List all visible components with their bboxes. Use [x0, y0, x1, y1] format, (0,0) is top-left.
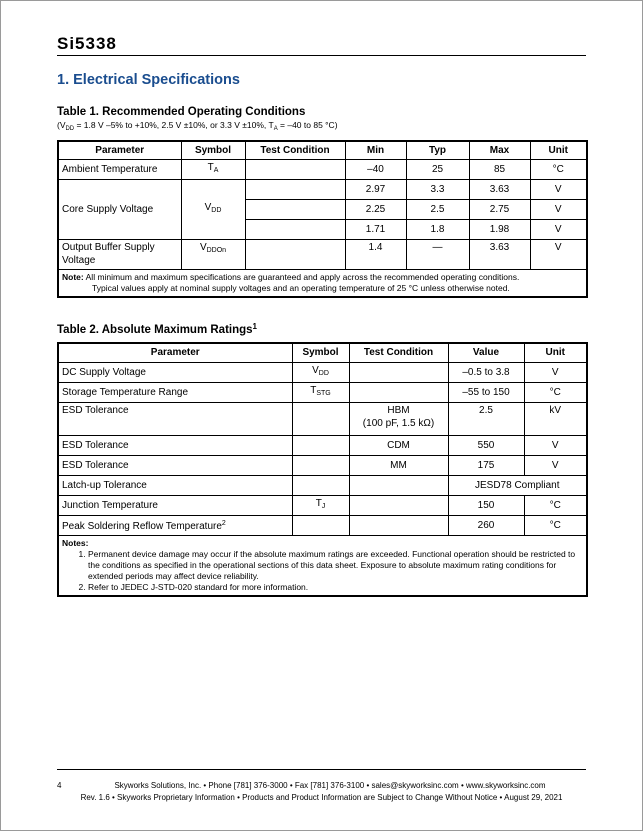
parameter-cell: Junction Temperature: [58, 495, 292, 515]
note-item: 1. Permanent device damage may occur if the absolute maximum ratings are exceeded. Functional operation should be restricted to the conditions as specified in the operational sections of this data sheet. Exposure to absolute maximum rating conditions for extended periods may affect device reliability.: [88, 549, 583, 582]
parameter-cell: Storage Temperature Range: [58, 382, 292, 402]
symbol-cell: $V_{DDOn}$: [181, 239, 245, 269]
table1-note: Note: All minimum and maximum specifications are guaranteed and apply across the recommended operating conditions. Typical values apply at nominal supply voltages and an operating temperature of 25 °C unless otherwise noted.: [58, 269, 587, 297]
typ-cell: 25: [406, 159, 469, 179]
symbol-cell: [292, 455, 349, 475]
condition-cell: [349, 475, 448, 495]
condition-cell: [245, 159, 345, 179]
unit-cell: °C: [524, 515, 587, 535]
table2-caption: Table 2. Absolute Maximum Ratings$^1$: [57, 322, 258, 336]
column-header: Max: [469, 141, 530, 159]
value-cell: 550: [448, 435, 524, 455]
symbol-cell: $T_A$: [181, 159, 245, 179]
column-header: Typ: [406, 141, 469, 159]
parameter-cell: ESD Tolerance: [58, 455, 292, 475]
table-row: [58, 402, 587, 435]
column-header: Parameter: [58, 343, 292, 362]
parameter-cell: ESD Tolerance: [58, 402, 292, 435]
min-cell: 2.97: [345, 179, 406, 199]
parameter-cell: Latch-up Tolerance: [58, 475, 292, 495]
symbol-cell: $V_{DD}$: [181, 179, 245, 239]
column-header: Test Condition: [349, 343, 448, 362]
value-cell: –55 to 150: [448, 382, 524, 402]
condition-cell: [349, 515, 448, 535]
condition-cell: [349, 382, 448, 402]
typ-cell: —: [406, 239, 469, 269]
table1-recommended-operating-conditions: [57, 140, 588, 298]
max-cell: 3.63: [469, 239, 530, 269]
unit-cell: kV: [524, 402, 587, 435]
value-cell: 260: [448, 515, 524, 535]
min-cell: 1.4: [345, 239, 406, 269]
typ-cell: 3.3: [406, 179, 469, 199]
min-cell: –40: [345, 159, 406, 179]
symbol-cell: [292, 515, 349, 535]
condition-cell: [245, 219, 345, 239]
footer-contact-line: Skyworks Solutions, Inc. • Phone [781] 376-3000 • Fax [781] 376-3100 • sales@skyworksinc.com • www.skyworksinc.com: [114, 781, 546, 790]
parameter-cell: DC Supply Voltage: [58, 362, 292, 382]
max-cell: 3.63: [469, 179, 530, 199]
unit-cell: °C: [524, 382, 587, 402]
table-row: [58, 239, 587, 269]
parameter-cell: ESD Tolerance: [58, 435, 292, 455]
column-header: Unit: [530, 141, 587, 159]
table-row: [58, 455, 587, 475]
typ-cell: 1.8: [406, 219, 469, 239]
document-title: Si5338: [57, 34, 117, 53]
symbol-cell: $T_{STG}$: [292, 382, 349, 402]
symbol-cell: [292, 402, 349, 435]
column-header: Symbol: [181, 141, 245, 159]
condition-cell: CDM: [349, 435, 448, 455]
table-row: [58, 515, 587, 535]
unit-cell: V: [530, 199, 587, 219]
table-header-row: [58, 343, 587, 362]
max-cell: 1.98: [469, 219, 530, 239]
value-cell: JESD78 Compliant: [448, 475, 587, 495]
page-number: 4: [57, 781, 62, 790]
title-rule: [57, 55, 586, 56]
parameter-cell: Peak Soldering Reflow Temperature$^2$: [58, 515, 292, 535]
table-row: [58, 159, 587, 179]
table2-absolute-maximum-ratings: [57, 342, 588, 597]
table-row: [58, 179, 587, 199]
table-header-row: [58, 141, 587, 159]
value-cell: 2.5: [448, 402, 524, 435]
column-header: Symbol: [292, 343, 349, 362]
table-note-row: [58, 269, 587, 297]
table-row: [58, 475, 587, 495]
column-header: Unit: [524, 343, 587, 362]
unit-cell: °C: [524, 495, 587, 515]
value-cell: 175: [448, 455, 524, 475]
condition-cell: [245, 239, 345, 269]
column-header: Test Condition: [245, 141, 345, 159]
parameter-cell: Core Supply Voltage: [58, 179, 181, 239]
table-row: [58, 362, 587, 382]
footer-rule: [57, 769, 586, 770]
symbol-cell: [292, 475, 349, 495]
unit-cell: V: [530, 179, 587, 199]
table-row: [58, 382, 587, 402]
condition-cell: [349, 362, 448, 382]
condition-cell: [245, 179, 345, 199]
condition-cell: MM: [349, 455, 448, 475]
table1-subcaption: ($V_{DD} = 1.8$ V –5% to +10%, 2.5 V ±10%, or 3.3 V ±10%, $T_A = -40$ to 85 °C): [57, 120, 338, 132]
table-row: [58, 495, 587, 515]
column-header: Parameter: [58, 141, 181, 159]
condition-cell: [349, 495, 448, 515]
parameter-cell: Output Buffer Supply Voltage: [58, 239, 181, 269]
unit-cell: V: [524, 455, 587, 475]
symbol-cell: [292, 435, 349, 455]
symbol-cell: $T_J$: [292, 495, 349, 515]
unit-cell: V: [530, 239, 587, 269]
column-header: Min: [345, 141, 406, 159]
table2-notes: Notes: 1. Permanent device damage may occur if the absolute maximum ratings are exceeded. Functional operation should be restricted to the conditions as specified in the operational sections of this data sheet. Exposure to absolute maximum rating conditions for extended periods may affect device reliability. 2. Refer to JEDEC J-STD-020 standard for more information.: [58, 535, 587, 596]
condition-cell: [245, 199, 345, 219]
max-cell: 85: [469, 159, 530, 179]
value-cell: 150: [448, 495, 524, 515]
condition-cell: HBM (100 pF, 1.5 kΩ): [349, 402, 448, 435]
footer-revision-line: Rev. 1.6 • Skyworks Proprietary Information • Products and Product Information are Subject to Change Without Notice • August 29, 2021: [80, 793, 563, 802]
unit-cell: V: [524, 362, 587, 382]
column-header: Value: [448, 343, 524, 362]
unit-cell: V: [530, 219, 587, 239]
section-title: 1. Electrical Specifications: [57, 72, 240, 88]
unit-cell: °C: [530, 159, 587, 179]
typ-cell: 2.5: [406, 199, 469, 219]
value-cell: –0.5 to 3.8: [448, 362, 524, 382]
table-row: [58, 435, 587, 455]
table-note-row: [58, 535, 587, 596]
parameter-cell: Ambient Temperature: [58, 159, 181, 179]
min-cell: 2.25: [345, 199, 406, 219]
max-cell: 2.75: [469, 199, 530, 219]
table1-caption: Table 1. Recommended Operating Conditions: [57, 106, 306, 118]
note-item: 2. Refer to JEDEC J-STD-020 standard for more information.: [88, 582, 583, 593]
min-cell: 1.71: [345, 219, 406, 239]
unit-cell: V: [524, 435, 587, 455]
symbol-cell: $V_{DD}$: [292, 362, 349, 382]
